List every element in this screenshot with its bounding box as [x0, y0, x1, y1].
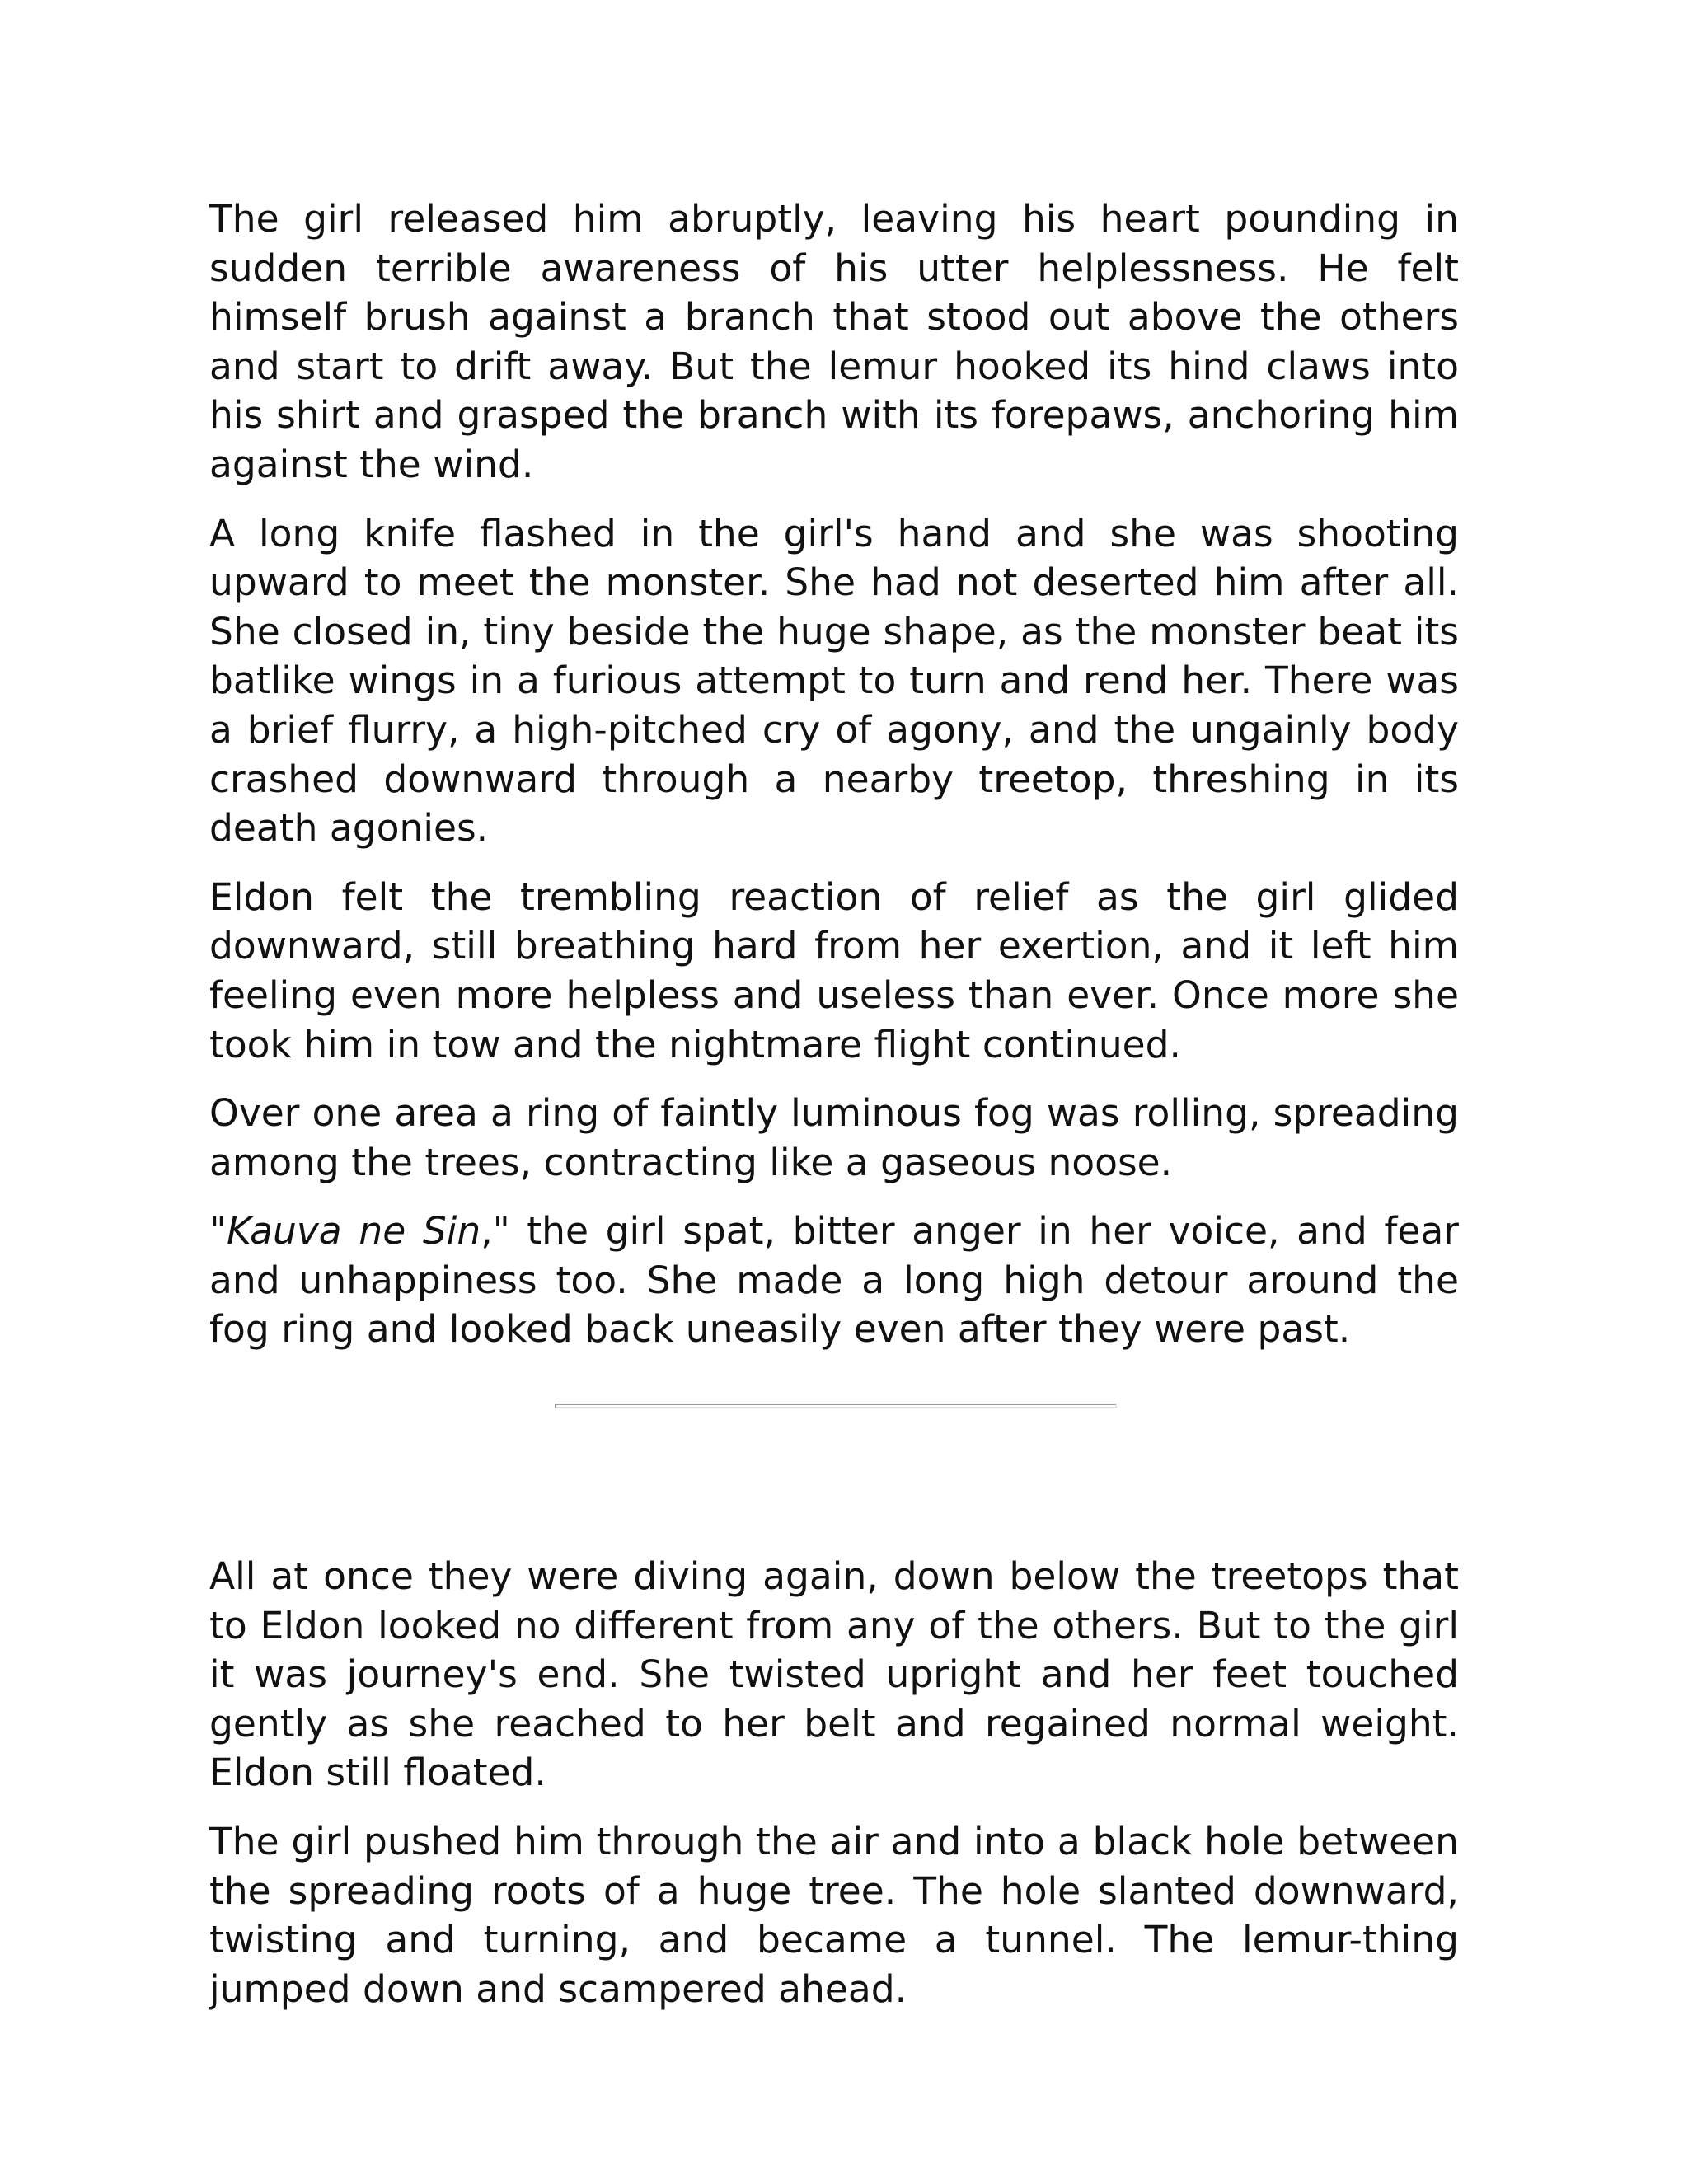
paragraph: The girl pushed him through the air and into a black hole between the spreading roots of a huge tree. The hole slanted downward, twisting and turning, and became a tunnel. The lemur-thing jumped down and scampered ahead.	[209, 1820, 1459, 2011]
section-break	[209, 1404, 1459, 1552]
document-page	[209, 194, 1459, 2033]
paragraph: All at once they were diving again, down below the treetops that to Eldon looked no different from any of the others. But to the girl it was journey's end. She twisted upright and her feet touched gently as she reached to her belt and regained normal weight. Eldon still floated.	[209, 1554, 1459, 1795]
horizontal-rule	[555, 1404, 1117, 1408]
italic-phrase: Kauva ne Sin	[226, 1209, 481, 1254]
paragraph: A long knife flashed in the girl's hand and she was shooting upward to meet the monster. She had not deserted him after all. She closed in, tiny beside the huge shape, as the monster beat its batlike wings in a furious attempt to turn and rend her. There was a brief flurry, a high-pitched cry of agony, and the ungainly body crashed downward through a nearby treetop, threshing in its death agonies.	[209, 511, 1459, 851]
quote-paragraph-rest: ," the girl spat, bitter anger in her voice, and fear and unhappiness too. She made a long high detour around the fog ring and looked back uneasily even after they were past.	[209, 1209, 1459, 1352]
paragraph: Eldon felt the trembling reaction of relief as the girl glided downward, still breathing hard from her exertion, and it left him feeling even more helpless and useless than ever. Once more she took him in tow and the nightmare flight continued.	[209, 874, 1459, 1066]
section-two	[209, 1552, 1459, 2013]
paragraph: The girl released him abruptly, leaving his heart pounding in sudden terrible awareness of his utter helplessness. He felt himself brush against a branch that stood out above the others and start to drift away. But the lemur hooked its hind claws into his shirt and grasped the branch with its forepaws, anchoring him against the wind.	[209, 197, 1459, 486]
quote-paragraph	[209, 1207, 1459, 1354]
paragraph: Over one area a ring of faintly luminous fog was rolling, spreading among the trees, contracting like a gaseous noose.	[209, 1091, 1459, 1184]
open-quote: "	[209, 1209, 227, 1254]
section-one	[209, 194, 1459, 1354]
